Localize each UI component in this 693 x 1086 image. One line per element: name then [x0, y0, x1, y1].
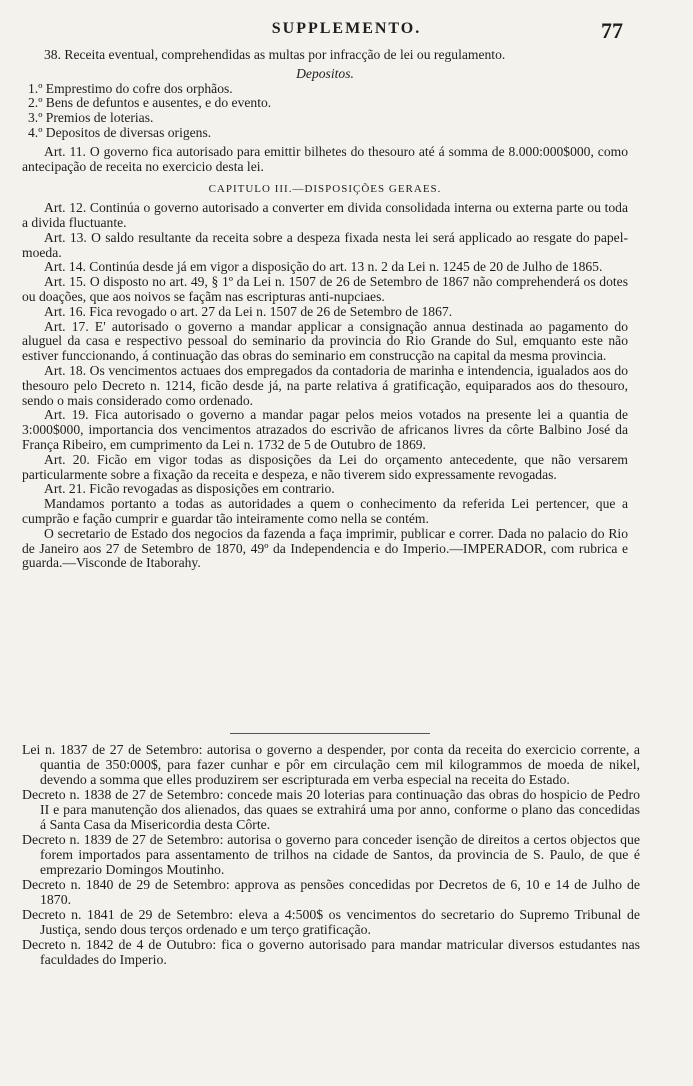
signature-clause: O secretario de Estado dos negocios da fazenda a faça imprimir, publicar e correr. Dada no palacio do Rio de Janeiro aos 27 de Setembro de 1870, 49º da Independencia e do Imperio.—IMPERADOR, com rubrica e guarda.—Visconde de Itaborahy.	[22, 525, 628, 571]
article-13: Art. 13. O saldo resultante da receita sobre a despeza fixada nesta lei será applicado ao resgate do papel-moeda.	[22, 229, 628, 260]
depositos-heading: Depositos.	[296, 65, 354, 81]
article-19: Art. 19. Fica autorisado o governo a mandar pagar pelos meios votados na presente lei a quantia de 3:000$000, importancia dos vencimentos atrazados do escrivão de africanos livres da côrte Balbino José da França Ribeiro, em cumprimento da Lei n. 1732 de 5 de Outubro de 1869.	[22, 407, 628, 452]
page-header	[0, 20, 693, 46]
law-text	[22, 48, 628, 571]
section-divider	[230, 733, 430, 734]
article-11: Art. 11. O governo fica autorisado para emittir bilhetes do thesouro até á somma de 8.000:000$000, como antecipação de receita no exercicio desta lei.	[22, 143, 628, 174]
article-16: Art. 16. Fica revogado o art. 27 da Lei n. 1507 de 26 de Setembro de 1867.	[44, 303, 453, 319]
article-15: Art. 15. O disposto no art. 49, § 1º da Lei n. 1507 de 26 de Setembro de 1867 não comprehenderá os dotes ou doações, que aos noivos se façãm nas escripturas anti-nupciaes.	[22, 274, 628, 304]
act-lei-1837: Lei n. 1837 de 27 de Setembro: autorisa o governo a despender, por conta da receita do exercicio corrente, a quantia de 350:000$, para fazer cunhar e pôr em circulação cem mil kilogrammos de moeda de nikel, devendo a somma que elles produzirem ser escripturada em verba especial na receita do Estado.	[22, 742, 640, 787]
promulgation-clause: Mandamos portanto a todas as autoridades a quem o conhecimento da referida Lei pertencer, que a cumprão e fação cumprir e guardar tão inteiramente como nella se contém.	[22, 496, 628, 526]
article-17: Art. 17. E' autorisado o governo a mandar applicar a consignação annua destinada ao pagamento do aluguel da casa e respectivo pessoal do seminario da provincia do Rio Grande do Sul, emquanto este não estiver funccionando, á continuação das obras do seminario em construcção na capital da mesma provincia.	[22, 318, 628, 364]
article-14: Art. 14. Continúa desde já em vigor a disposição do art. 13 n. 2 da Lei n. 1245 de 20 de Julho de 1865.	[44, 259, 603, 275]
depositos-list	[22, 82, 628, 141]
list-item: 1.º Emprestimo do cofre dos orphãos.	[28, 80, 233, 96]
act-decreto-1839: Decreto n. 1839 de 27 de Setembro: autorisa o governo para conceder isenção de direitos a certos objectos que forem importados para assentamento de trilhos na cidade de Santos, da provincia de S. Paulo, de que é emprezario Domingos Moutinho.	[22, 832, 640, 877]
article-20: Art. 20. Ficão em vigor todas as disposições da Lei do orçamento antecedente, que não versarem particularmente sobre a fixação da receita e despeza, e não tiverem sido expressamente revogadas.	[22, 451, 628, 482]
running-title: SUPPLEMENTO.	[271, 20, 422, 37]
list-item: 3.º Premios de loterias.	[28, 110, 154, 126]
item-38: 38. Receita eventual, comprehendidas as multas por infracção de lei ou regulamento.	[44, 47, 506, 62]
article-21: Art. 21. Ficão revogadas as disposições em contrario.	[44, 481, 335, 497]
article-18: Art. 18. Os vencimentos actuaes dos empregados da contadoria de marinha e intendencia, igualados aos do thesouro pelo Decreto n. 1214, ficão desde já, na parte relativa á gratificação, equiparados aos do thesouro, sendo o mais considerado como ordenado.	[22, 362, 628, 408]
acts-summary	[22, 742, 640, 967]
act-decreto-1842: Decreto n. 1842 de 4 de Outubro: fica o governo autorisado para mandar matricular diversos estudantes nas faculdades do Imperio.	[22, 937, 640, 967]
article-12: Art. 12. Continúa o governo autorisado a converter em divida consolidada interna ou externa parte ou toda a divida fluctuante.	[22, 200, 628, 230]
act-decreto-1840: Decreto n. 1840 de 29 de Setembro: approva as pensões concedidas por Decretos de 6, 10 e 14 de Julho de 1870.	[22, 877, 640, 907]
page-number: 77	[601, 18, 623, 43]
act-decreto-1841: Decreto n. 1841 de 29 de Setembro: eleva a 4:500$ os vencimentos do secretario do Supremo Tribunal de Justiça, sendo dous terços ordenado e um terço gratificação.	[22, 907, 640, 937]
chapter-heading: CAPITULO III.—DISPOSIÇÕES GERAES.	[208, 183, 442, 196]
act-decreto-1838: Decreto n. 1838 de 27 de Setembro: concede mais 20 loterias para continuação das obras do hospicio de Pedro II e para manutenção dos alienados, das quaes se extrahirá uma por anno, conforme o plano das concedidas á Santa Casa da Misericordia desta Côrte.	[22, 787, 640, 832]
list-item: 2.º Bens de defuntos e ausentes, e do evento.	[28, 95, 272, 111]
list-item: 4.º Depositos de diversas origens.	[28, 124, 212, 140]
